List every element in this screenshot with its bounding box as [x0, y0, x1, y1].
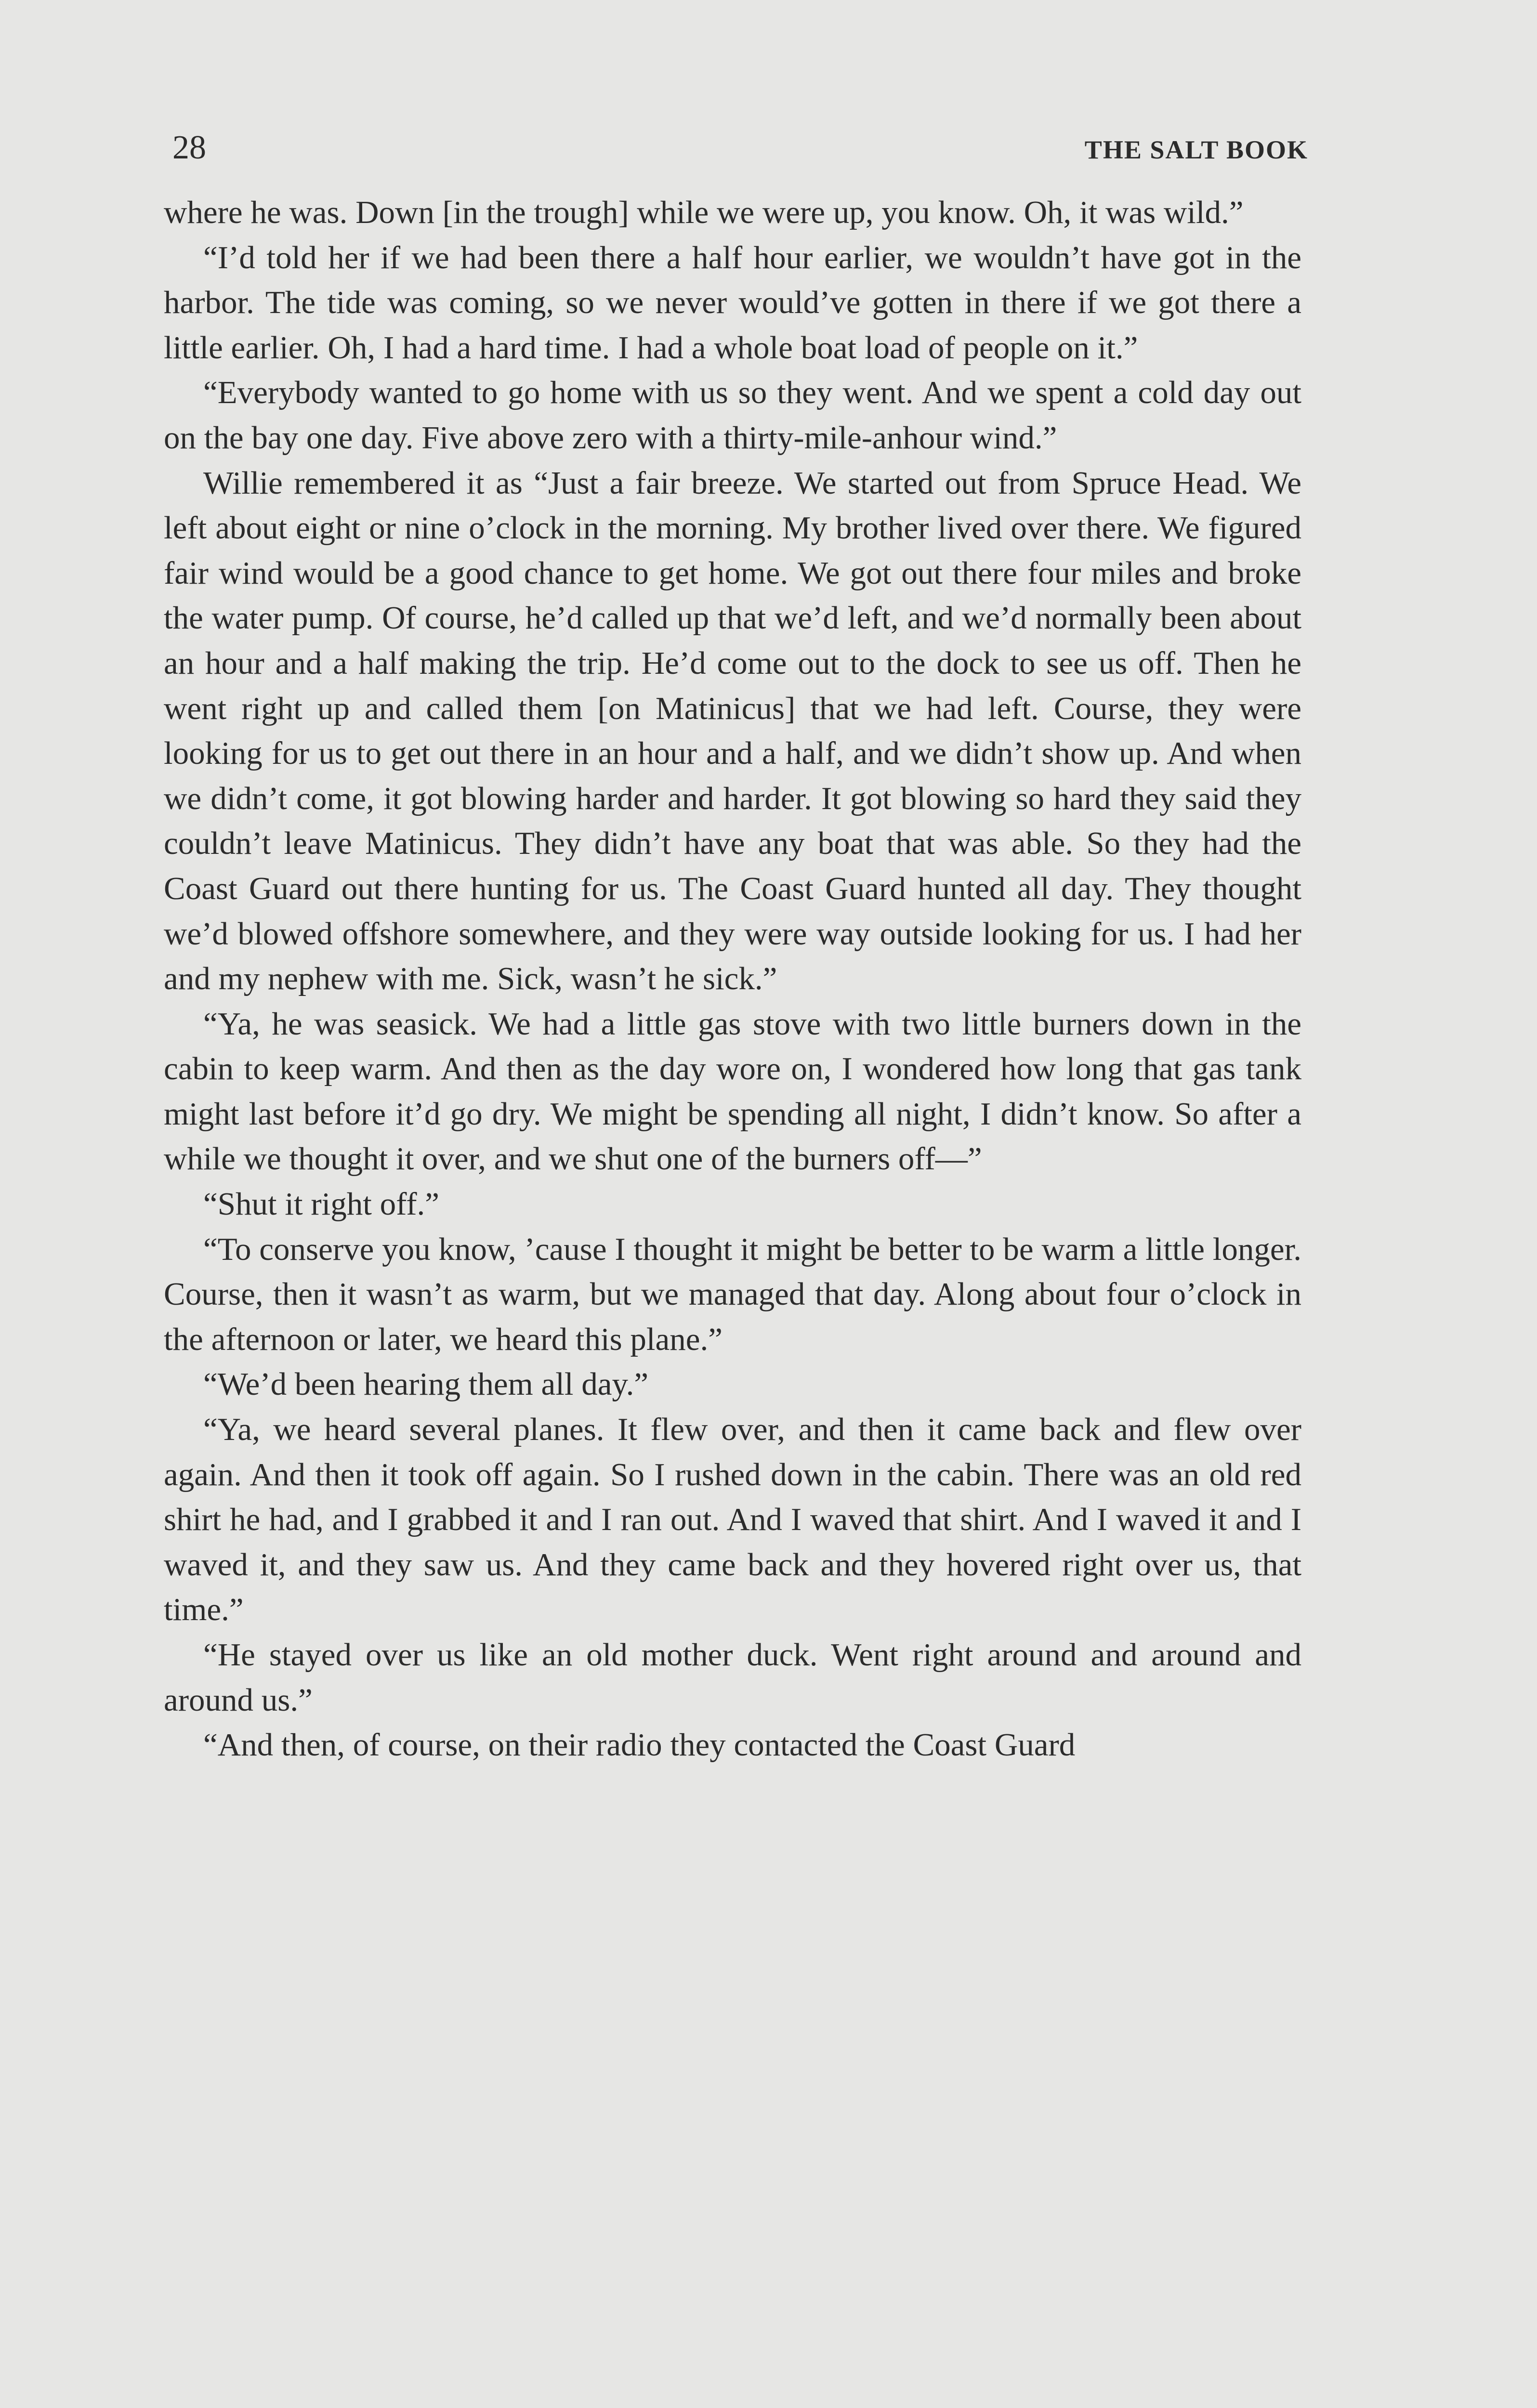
running-head	[172, 126, 1308, 170]
paragraph: “Everybody wanted to go home with us so they went. And we spent a cold day out on the bay one day. Five above zero with a thirty-mile-anhour wind.”	[164, 375, 1301, 456]
page-number: 28	[172, 129, 206, 166]
paragraph: where he was. Down [in the trough] while we were up, you know. Oh, it was wild.”	[164, 195, 1244, 230]
paragraph: “I’d told her if we had been there a half hour earlier, we wouldn’t have got in the harbor. The tide was coming, so we never would’ve gotten in there if we got there a little earlier. Oh, I had a hard time. I had a whole boat load of people on it.”	[164, 239, 1301, 366]
paragraph: “He stayed over us like an old mother duck. Went right around and around and around us.”	[164, 1637, 1301, 1718]
paragraph: “Shut it right off.”	[203, 1186, 440, 1222]
running-title: THE SALT BOOK	[1084, 135, 1308, 164]
body-text	[164, 190, 1301, 1768]
paragraph: “Ya, he was seasick. We had a little gas stove with two little burners down in the cabin to keep warm. And then as the day wore on, I wondered how long that gas tank might last before it’d go dry. We might be spending all night, I didn’t know. So after a while we thought it over, and we shut one of the burners off—”	[164, 1006, 1301, 1177]
paragraph: “Ya, we heard several planes. It flew over, and then it came back and flew over again. And then it took off again. So I rushed down in the cabin. There was an old red shirt he had, and I grabbed it and I ran out. And I waved that shirt. And I waved it and I waved it, and they saw us. And they came back and they hovered right over us, that time.”	[164, 1412, 1301, 1628]
paragraph: Willie remembered it as “Just a fair breeze. We started out from Spruce Head. We left about eight or nine o’clock in the morning. My brother lived over there. We figured fair wind would be a good chance to get home. We got out there four miles and broke the water pump. Of course, he’d called up that we’d left, and we’d normally been about an hour and a half making the trip. He’d come out to the dock to see us off. Then he went right up and called them [on Matinicus] that we had left. Course, they were looking for us to get out there in an hour and a half, and we didn’t show up. And when we didn’t come, it got blowing harder and harder. It got blowing so hard they said they couldn’t leave Matinicus. They didn’t have any boat that was able. So they had the Coast Guard out there hunting for us. The Coast Guard hunted all day. They thought we’d blowed offshore somewhere, and they were way outside looking for us. I had her and my nephew with me. Sick, wasn’t he sick.”	[164, 465, 1301, 997]
paragraph: “We’d been hearing them all day.”	[203, 1366, 649, 1402]
paragraph: “To conserve you know, ’cause I thought it might be better to be warm a little longer. Course, then it wasn’t as warm, but we managed that day. Along about four o’clock in the afternoon or later, we heard this plane.”	[164, 1231, 1301, 1357]
paragraph: “And then, of course, on their radio they contacted the Coast Guard	[203, 1727, 1076, 1763]
